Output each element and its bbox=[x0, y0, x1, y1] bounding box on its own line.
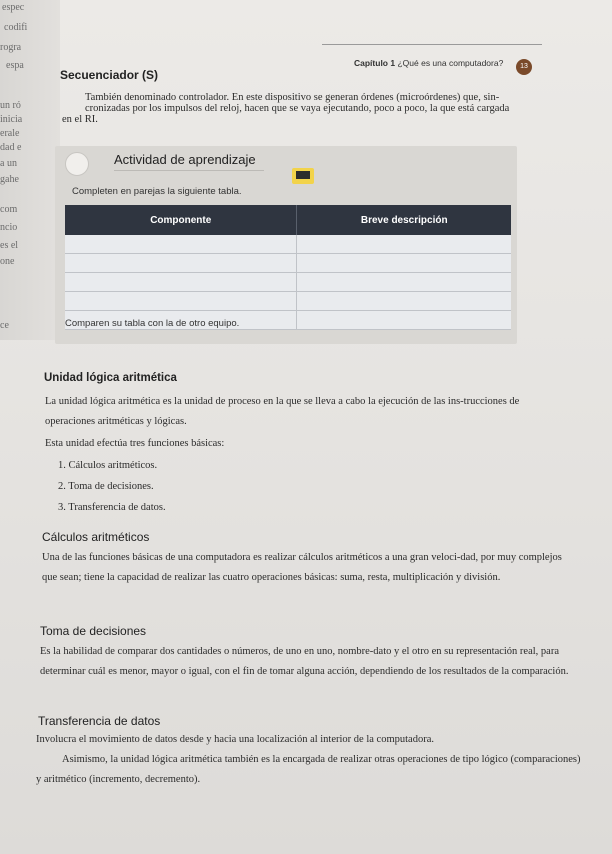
table-cell[interactable] bbox=[296, 292, 511, 310]
activity-circle-icon bbox=[65, 152, 89, 176]
arith-text: Una de las funciones básicas de una computadora es realizar cálculos aritméticos a una gran veloci-dad, por muy complejos que sean; tiene la capacidad de realizar las cuatro operaciones básicas: suma, resta, multiplicación y división. bbox=[42, 552, 562, 583]
prev-fragment: dad e bbox=[0, 142, 22, 153]
activity-instruction: Completen en parejas la siguiente tabla. bbox=[72, 186, 242, 197]
alu-functions-intro: Esta unidad efectúa tres funciones básicas: bbox=[45, 438, 225, 449]
sequencer-heading: Secuenciador (S) bbox=[60, 68, 159, 82]
table-row bbox=[65, 273, 511, 292]
table-cell[interactable] bbox=[296, 311, 511, 329]
prev-fragment: espec bbox=[2, 2, 25, 13]
table-row bbox=[65, 292, 511, 311]
activity-title-rule bbox=[114, 170, 264, 171]
prev-fragment: rogra bbox=[0, 42, 22, 53]
table-row bbox=[65, 235, 511, 254]
table-cell[interactable] bbox=[296, 235, 511, 253]
arith-heading: Cálculos aritméticos bbox=[42, 530, 150, 544]
activity-title: Actividad de aprendizaje bbox=[114, 152, 256, 167]
prev-fragment: erale bbox=[0, 128, 20, 139]
prev-fragment: com bbox=[0, 204, 18, 215]
transfer-text-2: Asimismo, la unidad lógica aritmética también es la encargada de realizar otras operaciones de tipo lógico (comparaciones) y aritmético (incremento, decremento). bbox=[36, 754, 581, 785]
prev-fragment: a un bbox=[0, 158, 17, 169]
alu-heading: Unidad lógica aritmética bbox=[44, 372, 177, 384]
activity-footer: Comparen su tabla con la de otro equipo. bbox=[65, 318, 240, 329]
header-descripcion: Breve descripción bbox=[296, 205, 511, 235]
transfer-text-1: Involucra el movimiento de datos desde y hacia una localización al interior de la computadora. bbox=[36, 734, 434, 745]
table-row bbox=[65, 254, 511, 273]
table-cell[interactable] bbox=[65, 273, 296, 291]
prev-fragment: espa bbox=[6, 60, 24, 71]
prev-fragment: es el bbox=[0, 240, 19, 251]
prev-fragment: gahe bbox=[0, 174, 19, 185]
decisions-heading: Toma de decisiones bbox=[40, 624, 147, 638]
prev-fragment: ncio bbox=[0, 222, 18, 233]
alu-intro: La unidad lógica aritmética es la unidad de proceso en la que se lleva a cabo la ejecución de las ins-trucciones de operaciones aritméticas y lógicas. bbox=[45, 396, 520, 427]
list-item: 3. Transferencia de datos. bbox=[58, 502, 166, 513]
prev-fragment: one bbox=[0, 256, 15, 267]
table-cell[interactable] bbox=[296, 254, 511, 272]
prev-fragment: ce bbox=[0, 320, 9, 331]
header-componente: Componente bbox=[150, 214, 212, 226]
activity-table bbox=[65, 205, 511, 330]
prev-fragment: inicia bbox=[0, 114, 23, 125]
sequencer-text: También denominado controlador. En este dispositivo se generan órdenes (microórdenes) que, sin-cronizadas por los impulsos del reloj, hacen que se vaya ejecutando, poco a poco, la que está cargada bbox=[85, 92, 510, 114]
sequencer-text-tail: en el RI. bbox=[62, 114, 98, 125]
list-item: 1. Cálculos aritméticos. bbox=[58, 460, 158, 471]
table-header bbox=[65, 205, 511, 235]
previous-page-margin bbox=[0, 0, 60, 340]
table-cell[interactable] bbox=[65, 235, 296, 253]
page-number: 13 bbox=[516, 59, 532, 75]
header-rule bbox=[322, 44, 542, 45]
transfer-heading: Transferencia de datos bbox=[38, 714, 161, 728]
prev-fragment: codifi bbox=[4, 22, 28, 33]
table-cell[interactable] bbox=[65, 292, 296, 310]
prev-fragment: un ró bbox=[0, 100, 21, 111]
monitor-icon bbox=[292, 168, 314, 184]
chapter-label: Capítulo 1 bbox=[354, 58, 396, 68]
list-item: 2. Toma de decisiones. bbox=[58, 481, 154, 492]
decisions-text: Es la habilidad de comparar dos cantidades o números, de uno en uno, nombre-dato y el otro en su representación real, para determinar cuál es menor, mayor o igual, con el fin de tomar alguna acción, dependiendo de los resultados de la comparación. bbox=[40, 646, 569, 677]
table-cell[interactable] bbox=[65, 254, 296, 272]
chapter-title: ¿Qué es una computadora? bbox=[397, 58, 504, 68]
running-head bbox=[354, 58, 503, 68]
table-cell[interactable] bbox=[296, 273, 511, 291]
